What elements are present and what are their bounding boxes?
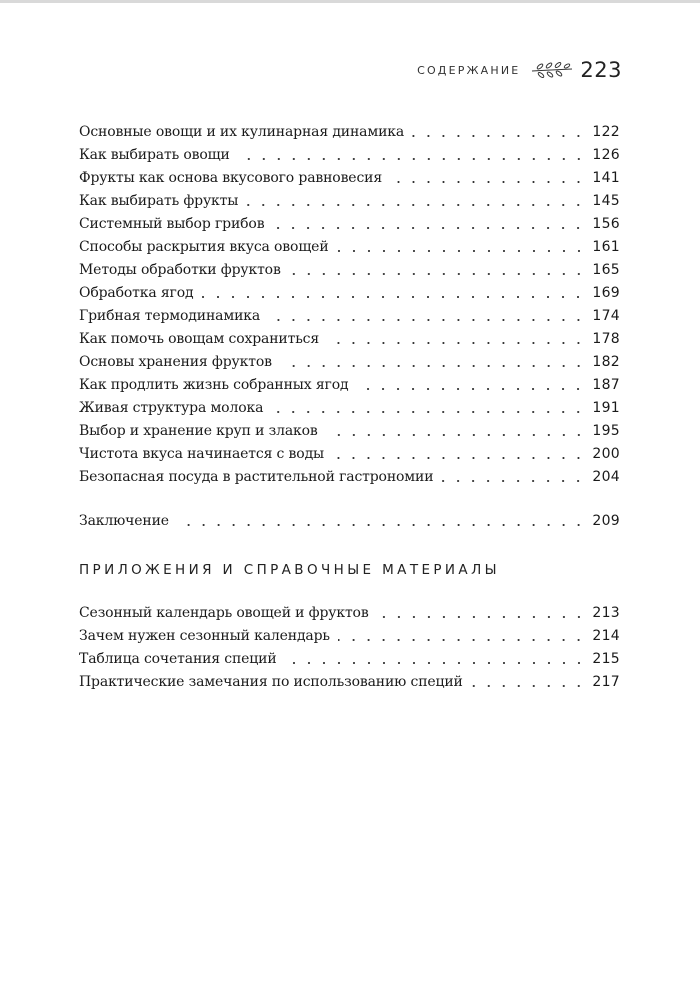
entry-page: 174 xyxy=(592,308,620,324)
dot-leader xyxy=(238,158,586,160)
running-header xyxy=(417,58,622,82)
toc-entry[interactable] xyxy=(79,371,620,394)
entry-title: Практические замечания по использованию специй xyxy=(79,674,463,690)
dot-leader xyxy=(327,342,586,344)
dot-leader xyxy=(412,135,586,137)
dot-leader xyxy=(337,250,586,252)
dot-leader xyxy=(246,204,586,206)
dot-leader xyxy=(268,319,586,321)
entry-title: Как выбирать фрукты xyxy=(79,193,239,209)
entry-title: Как выбирать овощи xyxy=(79,147,230,163)
entry-page: 204 xyxy=(592,469,620,485)
toc-entry[interactable] xyxy=(79,668,620,691)
appendix-list xyxy=(79,599,620,691)
entry-title: Чистота вкуса начинается с воды xyxy=(79,446,325,462)
entry-page: 156 xyxy=(592,216,620,232)
toc-entry[interactable] xyxy=(79,417,620,440)
entry-title: Безопасная посуда в растительной гастрономии xyxy=(79,469,434,485)
entry-title: Методы обработки фруктов xyxy=(79,262,281,278)
dot-leader xyxy=(356,388,586,390)
entry-page: 161 xyxy=(592,239,620,255)
entry-title: Фрукты как основа вкусового равновесия xyxy=(79,170,382,186)
entry-title: Заключение xyxy=(79,513,169,529)
toc-entry[interactable] xyxy=(79,187,620,210)
entry-title: Обработка ягод xyxy=(79,285,194,301)
entry-page: 169 xyxy=(592,285,620,301)
toc-entry[interactable] xyxy=(79,622,620,645)
toc-entry[interactable] xyxy=(79,302,620,325)
dot-leader xyxy=(326,434,586,436)
entry-title: Основные овощи и их кулинарная динамика xyxy=(79,124,405,140)
entry-title: Системный выбор грибов xyxy=(79,216,265,232)
toc-entry[interactable] xyxy=(79,325,620,348)
entry-page: 217 xyxy=(592,674,620,690)
entry-page: 178 xyxy=(592,331,620,347)
toc-entry[interactable] xyxy=(79,164,620,187)
toc-list xyxy=(79,118,620,486)
toc-entry[interactable] xyxy=(79,463,620,486)
dot-leader xyxy=(201,296,586,298)
entry-page: 145 xyxy=(592,193,620,209)
dot-leader xyxy=(338,639,586,641)
dot-leader xyxy=(390,181,586,183)
entry-page: 165 xyxy=(592,262,620,278)
appendix-heading: ПРИЛОЖЕНИЯ И СПРАВОЧНЫЕ МАТЕРИАЛЫ xyxy=(79,562,500,578)
toc-entry[interactable] xyxy=(79,440,620,463)
toc-entry[interactable] xyxy=(79,256,620,279)
toc-conclusion xyxy=(79,507,620,530)
entry-title: Грибная термодинамика xyxy=(79,308,261,324)
toc-entry[interactable] xyxy=(79,645,620,668)
dot-leader xyxy=(177,524,586,526)
dot-leader xyxy=(377,616,586,618)
toc-entry[interactable] xyxy=(79,279,620,302)
dot-leader xyxy=(441,480,586,482)
entry-page: 182 xyxy=(592,354,620,370)
entry-title: Живая структура молока xyxy=(79,400,264,416)
toc-entry[interactable] xyxy=(79,210,620,233)
toc-entry[interactable] xyxy=(79,394,620,417)
dot-leader xyxy=(289,273,586,275)
entry-page: 191 xyxy=(592,400,620,416)
dot-leader xyxy=(471,685,586,687)
dot-leader xyxy=(280,365,586,367)
dot-leader xyxy=(285,662,586,664)
entry-page: 126 xyxy=(592,147,620,163)
entry-page: 141 xyxy=(592,170,620,186)
entry-page: 215 xyxy=(592,651,620,667)
toc-entry[interactable] xyxy=(79,599,620,622)
entry-page: 195 xyxy=(592,423,620,439)
toc-entry-conclusion[interactable] xyxy=(79,507,620,530)
toc-entry[interactable] xyxy=(79,118,620,141)
toc-entry[interactable] xyxy=(79,348,620,371)
top-border xyxy=(0,0,700,3)
entry-title: Способы раскрытия вкуса овощей xyxy=(79,239,329,255)
entry-page: 209 xyxy=(592,513,620,529)
dot-leader xyxy=(272,227,586,229)
entry-title: Зачем нужен сезонный календарь xyxy=(79,628,330,644)
dot-leader xyxy=(332,457,586,459)
entry-page: 122 xyxy=(592,124,620,140)
entry-title: Как продлить жизнь собранных ягод xyxy=(79,377,349,393)
entry-page: 213 xyxy=(592,605,620,621)
entry-title: Основы хранения фруктов xyxy=(79,354,272,370)
entry-page: 200 xyxy=(592,446,620,462)
entry-title: Таблица сочетания специй xyxy=(79,651,277,667)
entry-page: 214 xyxy=(592,628,620,644)
toc-entry[interactable] xyxy=(79,141,620,164)
entry-title: Сезонный календарь овощей и фруктов xyxy=(79,605,369,621)
leaf-branch-icon xyxy=(530,60,574,80)
entry-page: 187 xyxy=(592,377,620,393)
section-title: СОДЕРЖАНИЕ xyxy=(417,63,521,77)
toc-entry[interactable] xyxy=(79,233,620,256)
entry-title: Выбор и хранение круп и злаков xyxy=(79,423,318,439)
entry-title: Как помочь овощам сохраниться xyxy=(79,331,320,347)
dot-leader xyxy=(271,411,586,413)
page-number: 223 xyxy=(580,58,622,82)
